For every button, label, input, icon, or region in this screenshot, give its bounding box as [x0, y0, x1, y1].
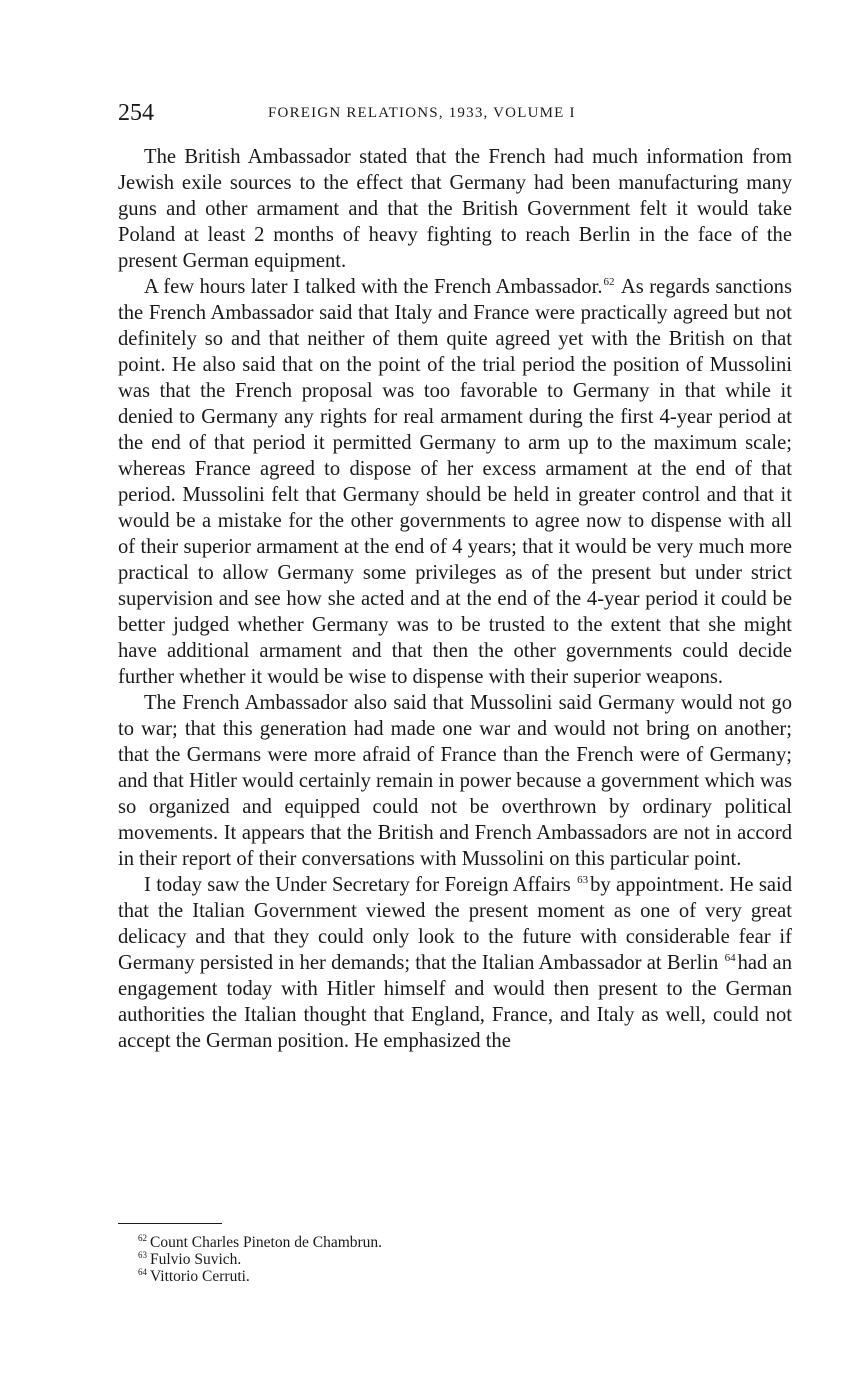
paragraph-4-text-b: by appointment. He said that the Italian Government viewed the present moment as one of very great delicacy and that they could only look to the future with considerable fear if Germany persisted in her demands; that the Italian Ambassador at Berlin [118, 874, 792, 974]
footnote-text: Fulvio Suvich. [150, 1251, 242, 1268]
footnote-ref-63: 63 [577, 874, 589, 887]
paragraph-1 [118, 144, 792, 274]
paragraph-4 [118, 872, 792, 1054]
paragraph-2-text-a: A few hours later I talked with the French Ambassador. [144, 276, 603, 298]
footnote-62 [138, 1234, 738, 1251]
footnote-mark: 62 [138, 1232, 147, 1243]
running-title: FOREIGN RELATIONS, 1933, VOLUME I [268, 105, 576, 121]
paragraph-3 [118, 690, 792, 872]
body-text [118, 144, 792, 1054]
paragraph-1-text: The British Ambassador stated that the French had much information from Jewish exile sources to the effect that Germany had been manufacturing many guns and other armament and that the British Government felt it would take Poland at least 2 months of heavy fighting to reach Berlin in the face of the present German equipment. [118, 146, 792, 272]
footnote-text: Vittorio Cerruti. [150, 1268, 250, 1285]
paragraph-4-text-a: I today saw the Under Secretary for Foreign Affairs [144, 874, 571, 896]
page-number: 254 [118, 100, 154, 126]
footnote-mark: 64 [138, 1266, 147, 1277]
footnote-divider [118, 1223, 222, 1224]
footnote-text: Count Charles Pineton de Chambrun. [150, 1234, 383, 1251]
running-header [118, 100, 792, 130]
paragraph-4-text-c: had an engagement today with Hitler himself and would then present to the German authorities the Italian thought that England, France, and Italy as well, could not accept the German position. He emphasized the [118, 952, 792, 1052]
paragraph-2 [118, 274, 792, 690]
footnote-ref-62: 62 [603, 276, 615, 289]
footnote-63 [138, 1251, 738, 1268]
paragraph-2-text-b: As regards sanctions the French Ambassador said that Italy and France were practically agreed but not definitely so and that neither of them quite agreed yet with the British on that point. He also said that on the point of the trial period the position of Mussolini was that the French proposal was too favorable to Germany in that while it denied to Germany any rights for real armament during the first 4-year period at the end of that period it permitted Germany to arm up to the maximum scale; whereas France agreed to dispose of her excess armament at the end of that period. Mussolini felt that Germany should be held in greater control and that it would be a mistake for the other governments to agree now to dispense with all of their superior armament at the end of 4 years; that it would be very much more practical to allow Germany some privileges as of the present but under strict supervision and see how she acted and at the end of the 4-year period it could be better judged whether Germany was to be trusted to the extent that she might have additional armament and that then the other governments could decide further whether it would be wise to dispense with their superior weapons. [118, 276, 792, 688]
footnotes [138, 1234, 738, 1285]
footnote-mark: 63 [138, 1249, 147, 1260]
paragraph-3-text: The French Ambassador also said that Mussolini said Germany would not go to war; that this generation had made one war and would not bring on another; that the Germans were more afraid of France than the French were of Germany; and that Hitler would certainly remain in power because a government which was so organized and equipped could not be overthrown by ordinary political movements. It appears that the British and French Ambassadors are not in accord in their report of their conversations with Mussolini on this particular point. [118, 692, 792, 870]
footnote-64 [138, 1268, 738, 1285]
footnote-ref-64: 64 [724, 952, 736, 965]
